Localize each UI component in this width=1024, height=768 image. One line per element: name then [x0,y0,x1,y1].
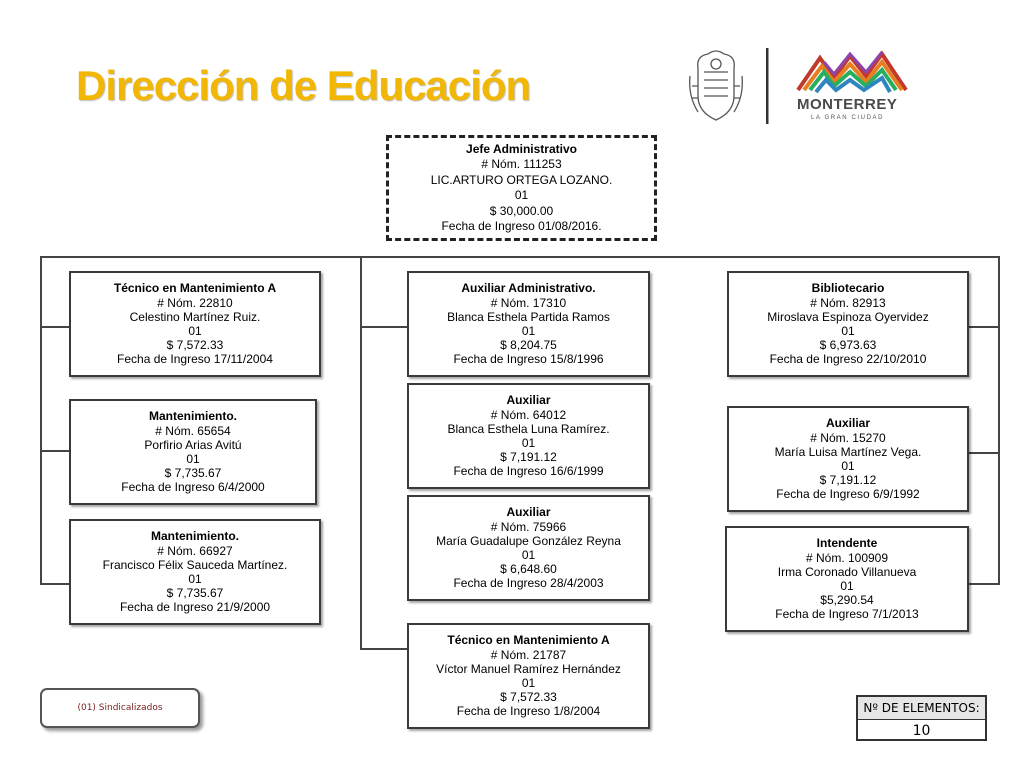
box-date: Fecha de Ingreso 16/6/1999 [453,464,604,479]
box-nomina: # Nóm. 17310 [490,295,567,310]
box-code: 01 [521,548,536,562]
org-box-center-3 [407,495,650,601]
box-date: Fecha de Ingreso 7/1/2013 [775,607,919,622]
org-box-left-1 [69,271,321,377]
box-code: 01 [841,324,855,338]
box-salary: $ 7,572.33 [500,690,557,705]
connector-top-horizontal [40,256,1000,258]
org-box-head [386,135,657,241]
connector-left-vertical [40,256,42,584]
connector-right-stub-3 [968,583,1000,585]
connector-center-stub-1 [360,326,408,328]
box-date: Fecha de Ingreso 1/8/2004 [456,704,601,719]
box-salary: $ 7,191.12 [500,450,557,465]
box-person-name: María Guadalupe González Reyna [436,533,621,548]
org-box-left-2 [69,399,317,505]
box-date: Fecha de Ingreso 01/08/2016. [441,219,602,233]
connector-left-stub-2 [40,450,70,452]
box-date: Fecha de Ingreso 15/8/1996 [453,352,604,367]
box-date: Fecha de Ingreso 17/11/2004 [117,352,273,367]
box-salary: $ 8,204.75 [500,338,557,353]
element-count-table [856,695,987,741]
box-code: 01 [840,579,854,593]
box-nomina: # Nóm. 82913 [810,295,886,310]
box-code: 01 [514,188,529,202]
box-title: Auxiliar [506,505,551,520]
box-nomina: # Nóm. 15270 [810,430,886,445]
box-nomina: # Nóm. 65654 [155,423,231,438]
element-count-label: Nº DE ELEMENTOS: [858,697,985,720]
box-person-name: Miroslava Espinoza Oyervidez [767,309,929,324]
org-box-center-4 [407,623,650,729]
box-person-name: Blanca Esthela Partida Ramos [447,309,610,324]
connector-center-stub-2 [360,648,408,650]
brand-name: MONTERREY [797,96,898,113]
box-date: Fecha de Ingreso 6/9/1992 [776,487,920,502]
box-nomina: # Nóm. 64012 [490,407,567,422]
box-nomina: # Nóm. 75966 [490,519,567,534]
box-nomina: # Nóm. 66927 [157,543,233,558]
monterrey-mountains-icon [794,50,914,96]
box-title: Jefe Administrativo [466,141,577,156]
element-count-value: 10 [912,723,931,739]
box-nomina: # Nóm. 21787 [490,647,567,662]
box-nomina: # Nóm. 100909 [805,550,889,565]
box-person-name: LIC.ARTURO ORTEGA LOZANO. [430,172,613,187]
box-title: Técnico en Mantenimiento A [113,281,277,296]
box-title: Auxiliar [825,416,870,431]
org-box-left-3 [69,519,321,625]
box-title: Auxiliar [506,393,551,408]
connector-center-vertical [360,256,362,650]
org-box-right-1 [727,271,969,377]
box-person-name: Francisco Félix Sauceda Martínez. [102,557,288,572]
box-code: 01 [188,572,202,586]
box-code: 01 [188,324,202,338]
box-code: 01 [521,324,536,338]
org-box-center-2 [407,383,650,489]
box-person-name: Celestino Martínez Ruiz. [129,309,261,324]
box-title: Mantenimiento. [150,529,239,544]
brand-tagline: LA GRAN CIUDAD [811,115,885,121]
box-nomina: # Nóm. 111253 [481,157,562,171]
connector-right-stub-1 [968,326,1000,328]
box-salary: $ 6,648.60 [500,562,557,577]
box-title: Bibliotecario [811,281,885,296]
box-title: Técnico en Mantenimiento A [447,633,610,648]
box-person-name: Blanca Esthela Luna Ramírez. [447,421,610,436]
box-person-name: Porfirio Arias Avitú [144,437,242,452]
box-person-name: Irma Coronado Villanueva [777,564,917,579]
box-person-name: María Luisa Martínez Vega. [774,444,922,459]
connector-left-stub-3 [40,583,70,585]
connector-right-vertical [998,256,1000,584]
box-title: Auxiliar Administrativo. [461,281,596,296]
box-code: 01 [521,676,536,690]
box-person-name: Víctor Manuel Ramírez Hernández [436,661,621,676]
box-code: 01 [841,459,855,473]
box-date: Fecha de Ingreso 6/4/2000 [121,480,265,495]
box-salary: $ 30,000.00 [489,203,554,218]
logo-group [686,46,916,126]
legend-sindicalizados: (01) Sindicalizados [40,688,200,728]
org-box-right-3 [725,526,969,632]
org-box-right-2 [727,406,969,512]
box-date: Fecha de Ingreso 22/10/2010 [769,352,927,367]
box-salary: $ 7,735.67 [166,586,224,601]
box-code: 01 [521,436,536,450]
box-title: Mantenimiento. [148,409,237,424]
box-date: Fecha de Ingreso 21/9/2000 [119,600,271,615]
connector-left-stub-1 [40,326,70,328]
box-salary: $5,290.54 [820,593,874,608]
box-salary: $ 7,191.12 [819,473,877,488]
page-title: Dirección de Educación [76,62,531,109]
logo-divider [766,48,769,124]
box-salary: $ 7,572.33 [166,338,224,353]
box-title: Intendente [816,536,878,551]
box-date: Fecha de Ingreso 28/4/2003 [453,576,604,591]
box-code: 01 [186,452,200,466]
box-nomina: # Nóm. 22810 [157,295,233,310]
org-box-center-1 [407,271,650,377]
connector-right-stub-2 [968,452,1000,454]
box-salary: $ 6,973.63 [819,338,877,353]
box-salary: $ 7,735.67 [164,466,222,481]
